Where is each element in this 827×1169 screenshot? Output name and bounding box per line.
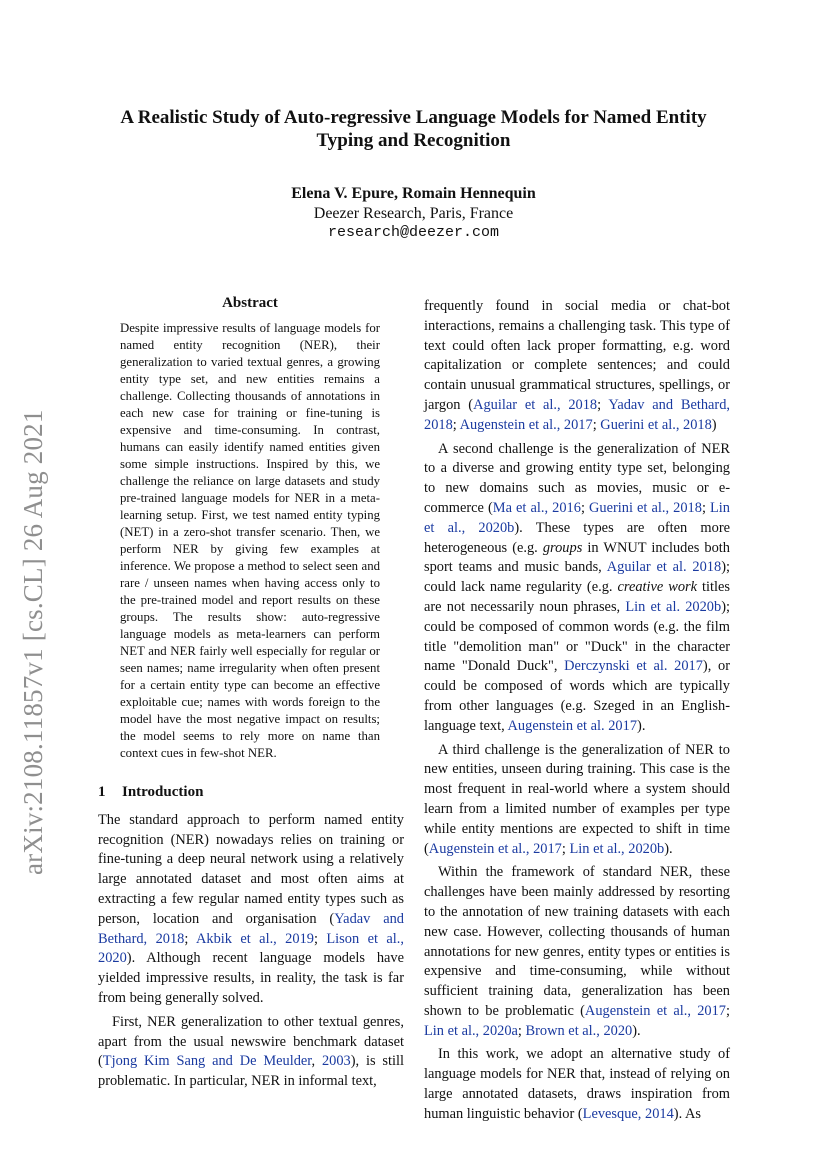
intro-paragraph-1 — [98, 811, 404, 1009]
citation-link[interactable]: Levesque, 2014 — [582, 1105, 674, 1122]
paper-title: A Realistic Study of Auto-regressive Language Models for Named Entity Typing and Recognition — [120, 107, 707, 151]
abstract-heading: Abstract — [222, 295, 278, 311]
emphasis: groups — [542, 539, 583, 556]
text-run: ; — [452, 416, 460, 433]
paragraph-this-work — [424, 1045, 730, 1124]
paragraph-framework — [424, 863, 730, 1041]
text-run: ; — [597, 396, 609, 413]
text-run: ; — [184, 930, 196, 947]
section-title: Introduction — [122, 784, 204, 800]
citation-link[interactable]: Lison et al., 2020 — [98, 930, 404, 967]
text-run: ), or could be composed of words which are typically from other languages (e.g. Szeged in an English-language text, — [424, 658, 730, 734]
citation-link[interactable]: Guerini et al., 2018 — [600, 416, 712, 433]
text-run: ). — [632, 1022, 641, 1039]
section-heading — [98, 783, 404, 803]
citation-link[interactable]: Lin et al., 2020b — [424, 499, 730, 536]
section-number: 1 — [98, 784, 106, 800]
text-run: ), is still problematic. In particular, NER in informal text, — [98, 1053, 405, 1090]
text-run: The standard approach to perform named entity recognition (NER) nowadays relies on training or fine-tuning a deep neural network using a relatively large annotated dataset and most often aims at extracting a few regular named entity types such as person, location and organisation ( — [98, 811, 404, 927]
citation-link[interactable]: Yadav and Bethard, 2018 — [424, 396, 730, 433]
author-email[interactable]: research@deezer.com — [327, 224, 500, 241]
text-run: ). — [664, 840, 673, 857]
text-run: ); could be composed of common words (e.g. the film title "demolition man" or "Duck" in the character name "Donald Duck", — [424, 598, 730, 675]
citation-link[interactable]: Augenstein et al., 2017 — [459, 416, 593, 433]
citation-link[interactable]: Augenstein et al., 2017 — [584, 1002, 726, 1019]
citation-link[interactable]: Brown et al., 2020 — [525, 1022, 633, 1039]
text-run: ; — [726, 1002, 730, 1019]
introduction-section — [98, 783, 404, 1096]
text-run: , — [311, 1053, 322, 1070]
author-names: Elena V. Epure, Romain Hennequin — [291, 185, 536, 202]
text-run: ; — [701, 499, 711, 516]
arxiv-identifier: arXiv:2108.11857v1 [cs.CL] 26 Aug 2021 — [18, 409, 48, 875]
right-column — [424, 297, 730, 1129]
citation-link[interactable]: Augenstein et al. 2017 — [507, 717, 638, 734]
citation-link[interactable]: Aguilar et al. 2018 — [606, 559, 722, 576]
citation-link[interactable]: Lin et al., 2020a — [424, 1022, 518, 1039]
citation-link[interactable]: Ma et al., 2016 — [492, 499, 581, 516]
text-run: in WNUT includes both sport teams and music bands, — [424, 539, 730, 576]
text-run: A second challenge is the generalization of NER to a diverse and growing entity type set, belonging to new domains such as movies, music or e-commerce ( — [424, 440, 730, 516]
citation-link[interactable]: Lin et al. 2020b — [625, 598, 722, 615]
citation-link[interactable]: Yadav and Bethard, 2018 — [98, 910, 404, 947]
text-run: ; — [592, 416, 601, 433]
emphasis: creative work — [617, 579, 698, 596]
citation-link[interactable]: Tjong Kim Sang and De Meulder — [102, 1053, 312, 1070]
text-run: ). — [637, 717, 646, 734]
text-run: Within the framework of standard NER, these challenges have been mainly addressed by resorting to the annotation of new training datasets with each new case. However, collecting thousands of human annotations for new genres, entity types or entities is expensive and time-consuming, while without sufficient training data, generalization has been shown to be problematic ( — [424, 864, 730, 1019]
paragraph-third-challenge — [424, 741, 730, 860]
text-run: ). As — [673, 1105, 701, 1122]
text-run: ; — [517, 1022, 526, 1039]
text-run: titles are not necessarily noun phrases, — [424, 579, 730, 615]
text-run: ; — [313, 930, 327, 947]
text-run: A third challenge is the generalization of NER to new entities, unseen during training. This case is the most frequent in real-world where a system should learn from a limited number of examples per type while entity mentions are expected to shift in time ( — [424, 741, 730, 857]
paragraph-second-challenge — [424, 440, 730, 737]
text-run: ; — [580, 499, 590, 516]
text-run: ; — [561, 840, 570, 857]
citation-link[interactable]: Guerini et al., 2018 — [589, 499, 702, 516]
paragraph-continued — [424, 297, 730, 436]
citation-link[interactable]: Derczynski et al. 2017 — [564, 658, 703, 675]
text-run: ) — [711, 416, 717, 433]
text-run: In this work, we adopt an alternative study of language models for NER that, instead of relying on large annotated datasets, draws inspiration from human linguistic behavior ( — [424, 1046, 730, 1122]
text-run: ). These types are often more heterogeneous (e.g. — [424, 519, 731, 556]
text-run: ). Although recent language models have yielded impressive results, in reality, the task is far from being generally solved. — [98, 950, 404, 1006]
affiliation: Deezer Research, Paris, France — [313, 205, 514, 222]
citation-link[interactable]: Lin et al., 2020b — [569, 840, 665, 857]
citation-link[interactable]: 2003 — [321, 1053, 351, 1070]
citation-link[interactable]: Aguilar et al., 2018 — [473, 396, 598, 413]
text-run: ); could lack name regularity (e.g. — [424, 559, 730, 596]
citation-link[interactable]: Augenstein et al., 2017 — [428, 840, 562, 857]
intro-paragraph-2 — [98, 1013, 404, 1092]
text-run: First, NER generalization to other textual genres, apart from the usual newswire benchmark dataset ( — [98, 1013, 404, 1070]
abstract-text: Despite impressive results of language models for named entity recognition (NER), their generalization to varied textual genres, a growing entity type set, and new entities remains a challenge. Collecting thousands of annotations in each new case for training or fine-tuning is expensive and time-consuming. In contrast, humans can easily identify named entities given some simple instructions. Inspired by this, we challenge the reliance on large datasets and study pre-trained language models for NER in a meta-learning setup. First, we test named entity typing (NET) in a zero-shot transfer scenario. Then, we perform NER by giving few examples at inference. We propose a method to select seen and rare / unseen names when having access only to the pre-trained model and report results on these groups. The results show: auto-regressive language models as meta-learners can perform NET and NER fairly well especially for regular or seen names; name irregularity when often present for a certain entity type can become an effective exploitable cue; names with words foreign to the model have the most negative impact on results; the model seems to rely more on name than context cues in few-shot NER. — [120, 321, 380, 760]
text-run: frequently found in social media or chat-bot interactions, remains a challenging task. This type of text could often lack proper formatting, e.g. word capitalization or complete sentences; and could contain unusual grammatical structures, spellings, or jargon ( — [424, 298, 730, 413]
abstract-section — [120, 295, 380, 762]
citation-link[interactable]: Akbik et al., 2019 — [195, 930, 314, 947]
